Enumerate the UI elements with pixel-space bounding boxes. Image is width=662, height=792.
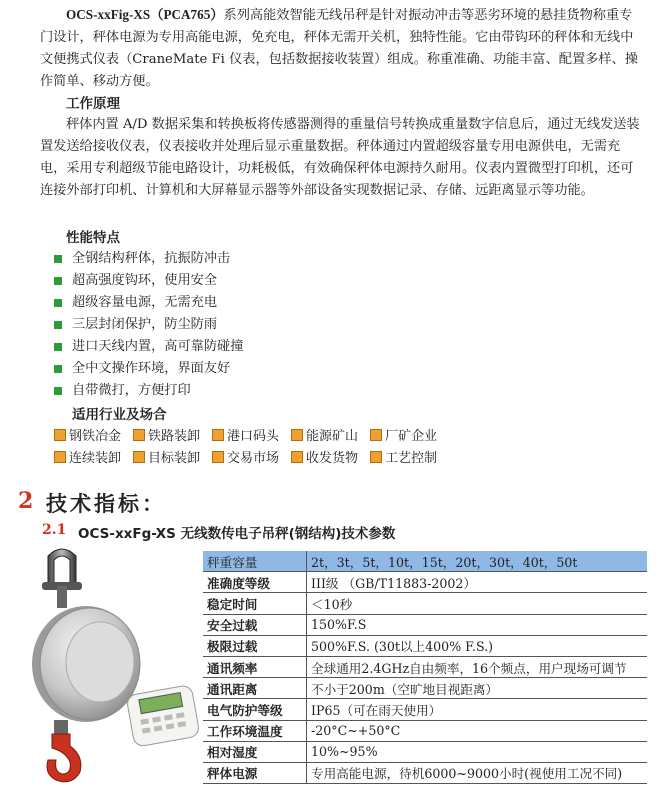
square-icon [370, 429, 382, 441]
square-icon [54, 429, 66, 441]
bullet-icon [54, 299, 62, 307]
spec-key: 工作环境温度 [203, 720, 307, 741]
industry-tag: 钢铁冶金 [54, 425, 121, 444]
square-icon [291, 429, 303, 441]
spec-value: 不小于200m（空旷地目视距离） [307, 678, 648, 699]
list-item: 自带微打，方便打印 [54, 380, 243, 402]
spec-value: -20°C~+50°C [307, 720, 648, 741]
bullet-icon [54, 387, 62, 395]
spec-key: 相对湿度 [203, 741, 307, 762]
square-icon [212, 451, 224, 463]
features-heading: 性能特点 [66, 230, 120, 246]
spec-value: 专用高能电源，待机6000~9000小时(视使用工况不同) [307, 762, 648, 783]
section-number: 2 [18, 488, 34, 514]
principle-heading: 工作原理 [66, 96, 120, 112]
bullet-icon [54, 343, 62, 351]
spec-value: ＜10秒 [307, 593, 648, 614]
model-name: OCS-xxFig-XS（PCA765） [66, 7, 224, 22]
spec-value: IP65（可在雨天使用） [307, 699, 648, 720]
industry-tag: 目标装卸 [133, 447, 200, 466]
list-item: 三层封闭保护，防尘防雨 [54, 314, 243, 336]
spec-key: 通讯频率 [203, 656, 307, 677]
subsection-number: 2.1 [42, 522, 67, 538]
spec-key: 电气防护等级 [203, 699, 307, 720]
intro-text: 系列高能效智能无线吊秤是针对振动冲击等恶劣环境的悬挂货物称重专门设计，秤体电源为专用高能电源，免充电，秤体无需开关机，独特性能。它由带钩环的秤体和无线中文便携式仪表（CraneMate Fi 仪表，包括数据接收装置）组成。称重准确、功能丰富、配置多样、操作简单、移动方便。 [40, 8, 638, 89]
spec-key: 准确度等级 [203, 572, 307, 593]
industry-tag: 收发货物 [291, 447, 358, 466]
industry-tag: 能源矿山 [291, 425, 358, 444]
table-row [203, 720, 647, 741]
list-item: 全中文操作环境，界面友好 [54, 358, 243, 380]
spec-key: 极限过载 [203, 635, 307, 656]
list-item: 全钢结构秤体，抗振防冲击 [54, 248, 243, 270]
list-item: 超级容量电源，无需充电 [54, 292, 243, 314]
table-row [203, 593, 647, 614]
table-row [203, 699, 647, 720]
square-icon [291, 451, 303, 463]
spec-value: III级 （GB/T11883-2002） [307, 572, 648, 593]
bullet-icon [54, 255, 62, 263]
spec-key: 通讯距离 [203, 678, 307, 699]
intro-paragraph [40, 4, 640, 93]
table-row [203, 678, 647, 699]
table-row [203, 656, 647, 677]
spec-key: 稳定时间 [203, 593, 307, 614]
square-icon [133, 429, 145, 441]
principle-paragraph: 秤体内置 A/D 数据采集和转换板将传感器测得的重量信号转换成重量数字信息后，通过无线发送装置发送给接收仪表，仪表接收并处理后显示重量数据。秤体通过内置超级容量专用电源供电，无需充电，采用专利超级节能电路设计，功耗极低，有效确保秤体电源持久耐用。仪表内置微型打印机，还可连接外部打印机、计算机和大屏幕显示器等外部设备实现数据记录、存储、远距离显示等功能。 [40, 117, 640, 198]
spec-value: 10%~95% [307, 741, 648, 762]
square-icon [133, 451, 145, 463]
table-row [203, 614, 647, 635]
list-item: 进口天线内置，高可靠防碰撞 [54, 336, 243, 358]
spec-key: 秤重容量 [203, 551, 307, 572]
industry-tag: 港口码头 [212, 425, 279, 444]
table-row [203, 551, 647, 572]
industry-tag: 交易市场 [212, 447, 279, 466]
list-item: 超高强度钩环，使用安全 [54, 270, 243, 292]
square-icon [370, 451, 382, 463]
table-row [203, 741, 647, 762]
square-icon [212, 429, 224, 441]
spec-value: 150%F.S [307, 614, 648, 635]
table-row [203, 762, 647, 783]
bullet-icon [54, 365, 62, 373]
industries-row-1 [54, 425, 449, 444]
industry-tag: 厂矿企业 [370, 425, 437, 444]
table-row [203, 635, 647, 656]
features-list [54, 248, 243, 402]
spec-value: 500%F.S. (30t以上400% F.S.) [307, 635, 648, 656]
industry-tag: 铁路装卸 [133, 425, 200, 444]
industry-tag: 工艺控制 [370, 447, 437, 466]
bullet-icon [54, 277, 62, 285]
spec-value: 全球通用2.4GHz自由频率，16个频点，用户现场可调节 [307, 656, 648, 677]
industries-row-2 [54, 447, 449, 466]
subsection-title: OCS-xxFg-XS 无线数传电子吊秤(钢结构)技术参数 [78, 526, 396, 542]
spec-key: 安全过载 [203, 614, 307, 635]
table-row [203, 572, 647, 593]
section-title: 技术指标： [46, 492, 166, 516]
spec-table [203, 551, 647, 784]
spec-key: 秤体电源 [203, 762, 307, 783]
industry-tag: 连续装卸 [54, 447, 121, 466]
industries-heading: 适用行业及场合 [72, 407, 167, 423]
square-icon [54, 451, 66, 463]
bullet-icon [54, 321, 62, 329]
spec-value: 2t，3t，5t，10t，15t，20t，30t，40t，50t [307, 551, 648, 572]
crane-scale-photo [26, 546, 202, 786]
